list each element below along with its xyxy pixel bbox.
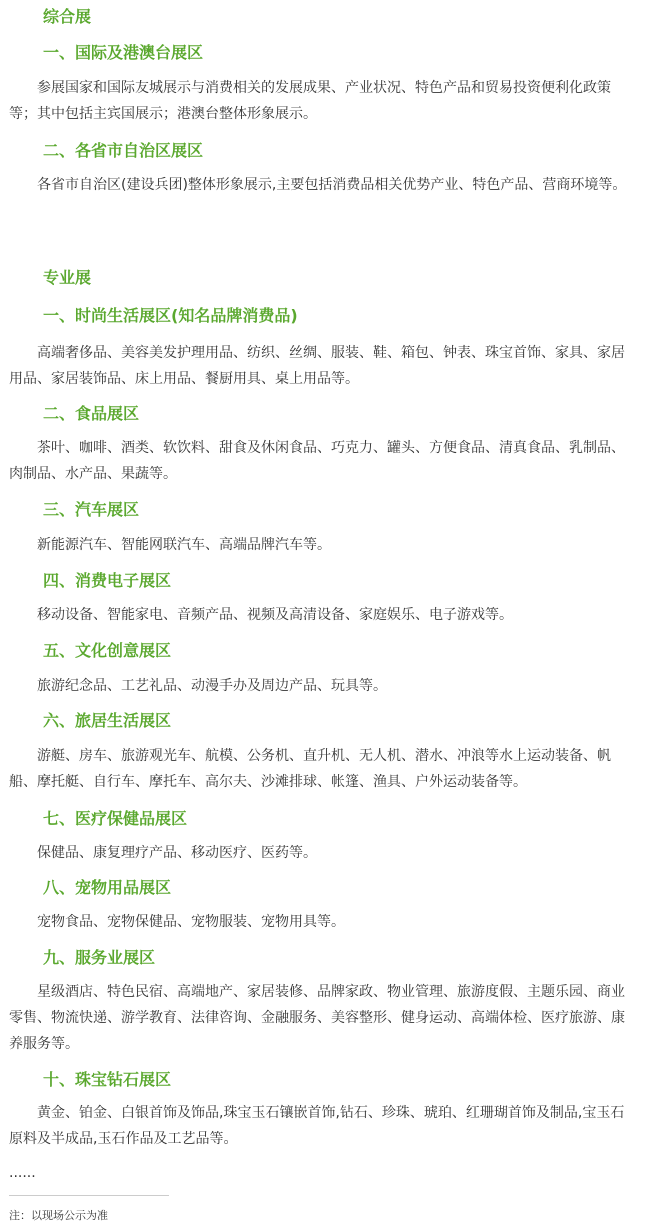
paragraph-travel-living-zone: 游艇、房车、旅游观光车、航模、公务机、直升机、无人机、潜水、冲浪等水上运动装备、帆船、摩托艇、自行车、摩托车、高尔夫、沙滩排球、帐篷、渔具、户外运动装备等。 [9, 748, 611, 790]
heading-international-zone: 一、国际及港澳台展区 [43, 43, 204, 62]
heading-travel-living-zone: 六、旅居生活展区 [43, 711, 172, 730]
section-title-professional: 专业展 [43, 268, 92, 287]
paragraph-culture-zone: 旅游纪念品、工艺礼品、动漫手办及周边产品、玩具等。 [37, 678, 387, 694]
heading-culture-zone: 五、文化创意展区 [43, 641, 172, 660]
heading-fashion-zone: 一、时尚生活展区(知名品牌消费品) [43, 306, 298, 325]
heading-service-zone: 九、服务业展区 [43, 948, 156, 967]
paragraph-service-zone: 星级酒店、特色民宿、高端地产、家居装修、品牌家政、物业管理、旅游度假、主题乐园、商业零售、物流快递、游学教育、法律咨询、金融服务、美容整形、健身运动、高端体检、医疗旅游、康养服务等。 [9, 984, 625, 1052]
footnote-divider [9, 1195, 169, 1196]
footnote-text: 注：以现场公示为准 [9, 1209, 108, 1222]
heading-electronics-zone: 四、消费电子展区 [43, 571, 172, 590]
paragraph-healthcare-zone: 保健品、康复理疗产品、移动医疗、医药等。 [37, 845, 317, 861]
section-title-comprehensive: 综合展 [43, 7, 92, 26]
heading-pet-zone: 八、宠物用品展区 [43, 878, 172, 897]
paragraph-jewelry-zone: 黄金、铂金、白银首饰及饰品,珠宝玉石镶嵌首饰,钻石、珍珠、琥珀、红珊瑚首饰及制品,宝玉石原料及半成品,玉石作品及工艺品等。 [9, 1105, 625, 1147]
paragraph-pet-zone: 宠物食品、宠物保健品、宠物服装、宠物用具等。 [37, 914, 345, 930]
heading-healthcare-zone: 七、医疗保健品展区 [43, 809, 188, 828]
paragraph-provinces-zone: 各省市自治区(建设兵团)整体形象展示,主要包括消费品相关优势产业、特色产品、营商环境等。 [37, 177, 627, 193]
heading-auto-zone: 三、汽车展区 [43, 500, 140, 519]
paragraph-food-zone: 茶叶、咖啡、酒类、软饮料、甜食及休闲食品、巧克力、罐头、方便食品、清真食品、乳制品、肉制品、水产品、果蔬等。 [9, 440, 625, 482]
paragraph-fashion-zone: 高端奢侈品、美容美发护理用品、纺织、丝绸、服装、鞋、箱包、钟表、珠宝首饰、家具、家居用品、家居装饰品、床上用品、餐厨用具、桌上用品等。 [9, 345, 625, 387]
heading-provinces-zone: 二、各省市自治区展区 [43, 141, 204, 160]
heading-jewelry-zone: 十、珠宝钻石展区 [43, 1070, 172, 1089]
heading-food-zone: 二、食品展区 [43, 404, 140, 423]
paragraph-auto-zone: 新能源汽车、智能网联汽车、高端品牌汽车等。 [37, 537, 331, 553]
paragraph-international-zone: 参展国家和国际友城展示与消费相关的发展成果、产业状况、特色产品和贸易投资便利化政策等；其中包括主宾国展示；港澳台整体形象展示。 [9, 80, 611, 122]
ellipsis-text: ...... [9, 1165, 36, 1181]
paragraph-electronics-zone: 移动设备、智能家电、音频产品、视频及高清设备、家庭娱乐、电子游戏等。 [37, 607, 513, 623]
